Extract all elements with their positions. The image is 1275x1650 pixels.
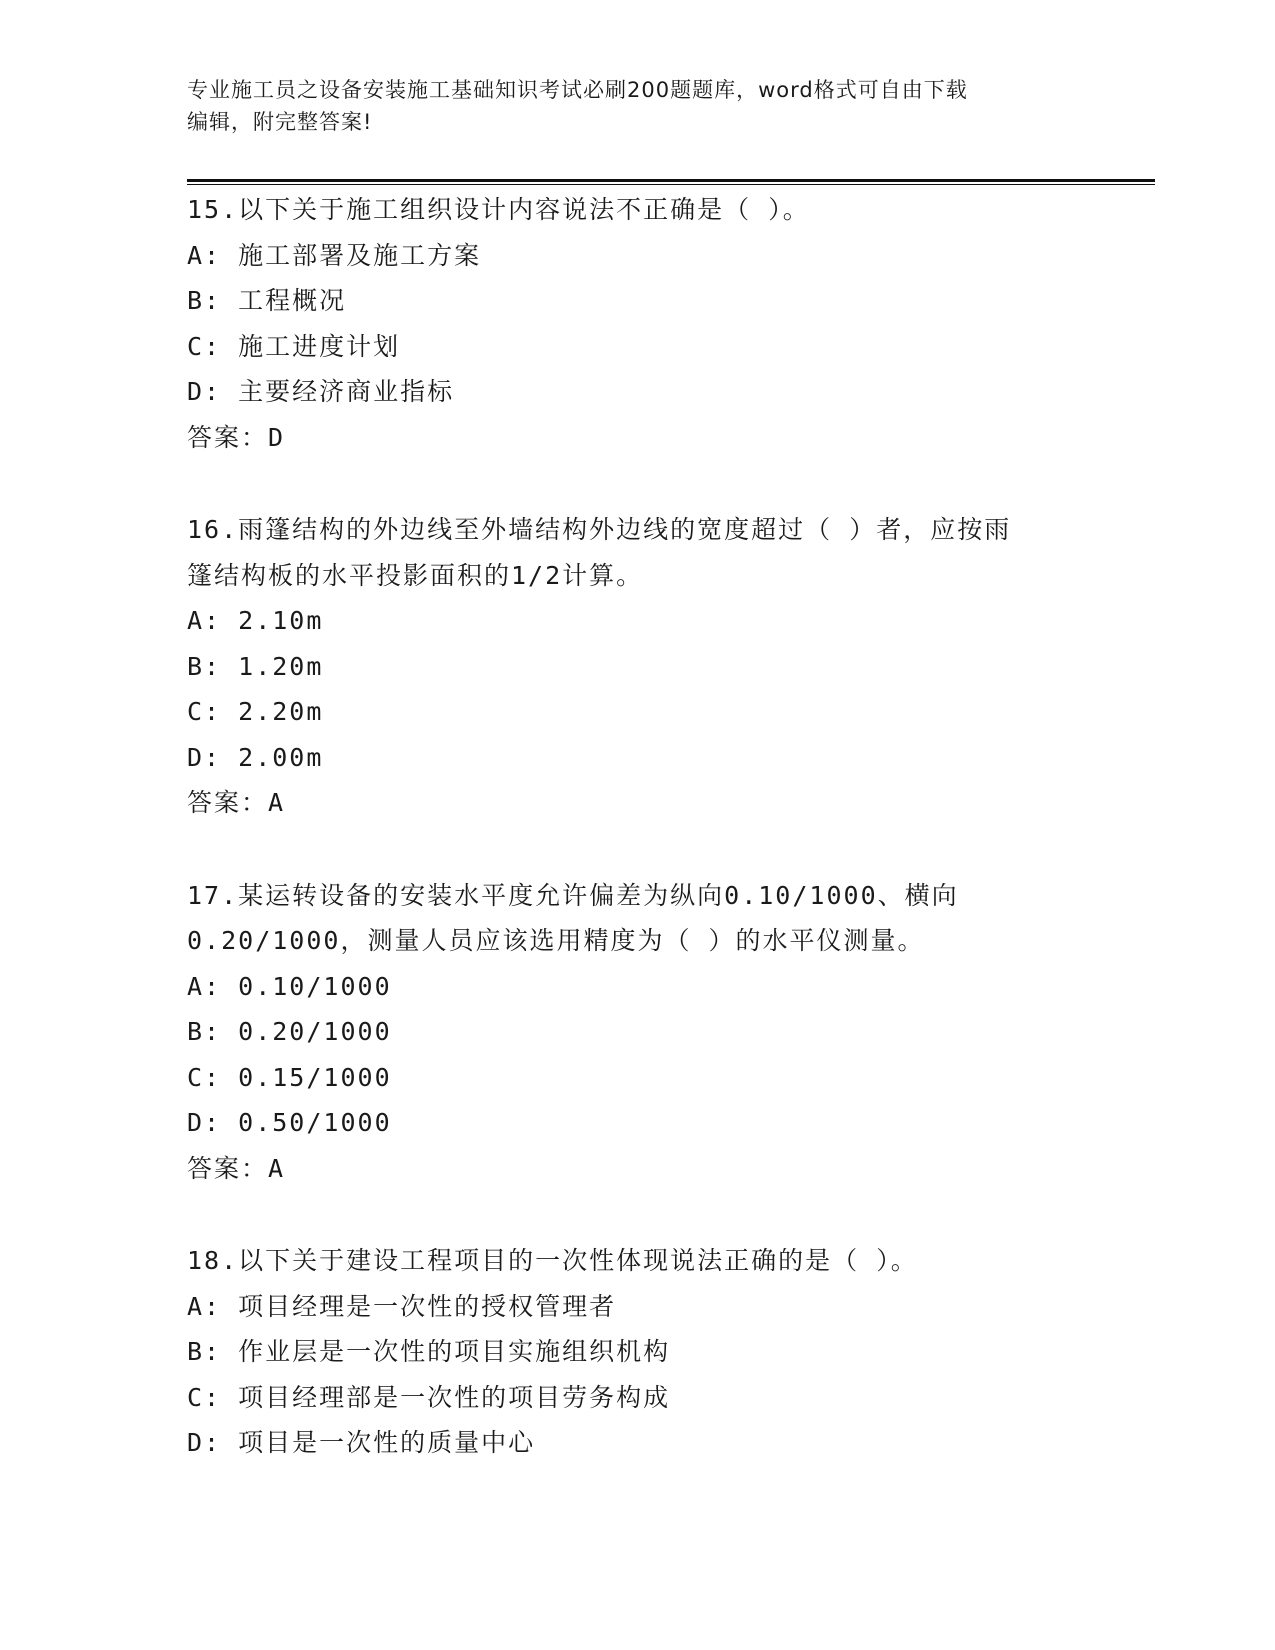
question-stem: 15.以下关于施工组织设计内容说法不正确是（ ）。 bbox=[187, 195, 810, 224]
option-a: A: 0.10/1000 bbox=[187, 971, 392, 1001]
answer-value: A bbox=[268, 788, 286, 817]
header-divider-thick bbox=[187, 179, 1155, 182]
question-18 bbox=[187, 1238, 1087, 1466]
document-header bbox=[187, 74, 1087, 138]
answer-line bbox=[187, 1146, 1087, 1192]
option-b: B: 作业层是一次性的项目实施组织机构 bbox=[187, 1337, 671, 1366]
question-stem-line-2: 0.20/1000，测量人员应该选用精度为（ ）的水平仪测量。 bbox=[187, 926, 925, 955]
answer-value: A bbox=[268, 1153, 286, 1183]
question-15 bbox=[187, 187, 1087, 460]
answer-label: 答案： bbox=[187, 1153, 269, 1183]
question-17 bbox=[187, 873, 1087, 1192]
option-b: B: 1.20m bbox=[187, 651, 324, 681]
header-line-2: 编辑，附完整答案! bbox=[187, 110, 373, 134]
header-divider-thin bbox=[187, 184, 1155, 185]
question-list bbox=[187, 187, 1087, 1466]
answer-value: D bbox=[268, 422, 286, 452]
answer-label: 答案： bbox=[187, 422, 269, 452]
option-a: A: 2.10m bbox=[187, 606, 324, 635]
question-stem: 18.以下关于建设工程项目的一次性体现说法正确的是（ ）。 bbox=[187, 1246, 918, 1275]
option-b: B: 工程概况 bbox=[187, 286, 347, 315]
option-d: D: 0.50/1000 bbox=[187, 1108, 392, 1137]
option-d: D: 项目是一次性的质量中心 bbox=[187, 1428, 536, 1457]
header-line-1: 专业施工员之设备安装施工基础知识考试必刷200题题库，word格式可自由下载 bbox=[187, 78, 968, 102]
option-a: A: 项目经理是一次性的授权管理者 bbox=[187, 1291, 617, 1321]
question-16 bbox=[187, 507, 1087, 826]
answer-label: 答案： bbox=[187, 788, 269, 817]
question-stem-line-1: 17.某运转设备的安装水平度允许偏差为纵向0.10/1000、横向 bbox=[187, 880, 959, 910]
answer-line bbox=[187, 780, 1087, 826]
option-c: C: 0.15/1000 bbox=[187, 1062, 392, 1092]
option-b: B: 0.20/1000 bbox=[187, 1017, 392, 1046]
option-d: D: 主要经济商业指标 bbox=[187, 377, 455, 406]
option-d: D: 2.00m bbox=[187, 742, 324, 772]
option-c: C: 项目经理部是一次性的项目劳务构成 bbox=[187, 1382, 671, 1412]
option-c: C: 2.20m bbox=[187, 697, 324, 726]
option-c: C: 施工进度计划 bbox=[187, 331, 401, 361]
question-stem-line-1: 16.雨篷结构的外边线至外墙结构外边线的宽度超过（ ）者，应按雨 bbox=[187, 515, 1012, 544]
answer-line bbox=[187, 415, 1087, 461]
option-a: A: 施工部署及施工方案 bbox=[187, 240, 482, 270]
question-stem-line-2: 篷结构板的水平投影面积的1/2计算。 bbox=[187, 560, 644, 590]
